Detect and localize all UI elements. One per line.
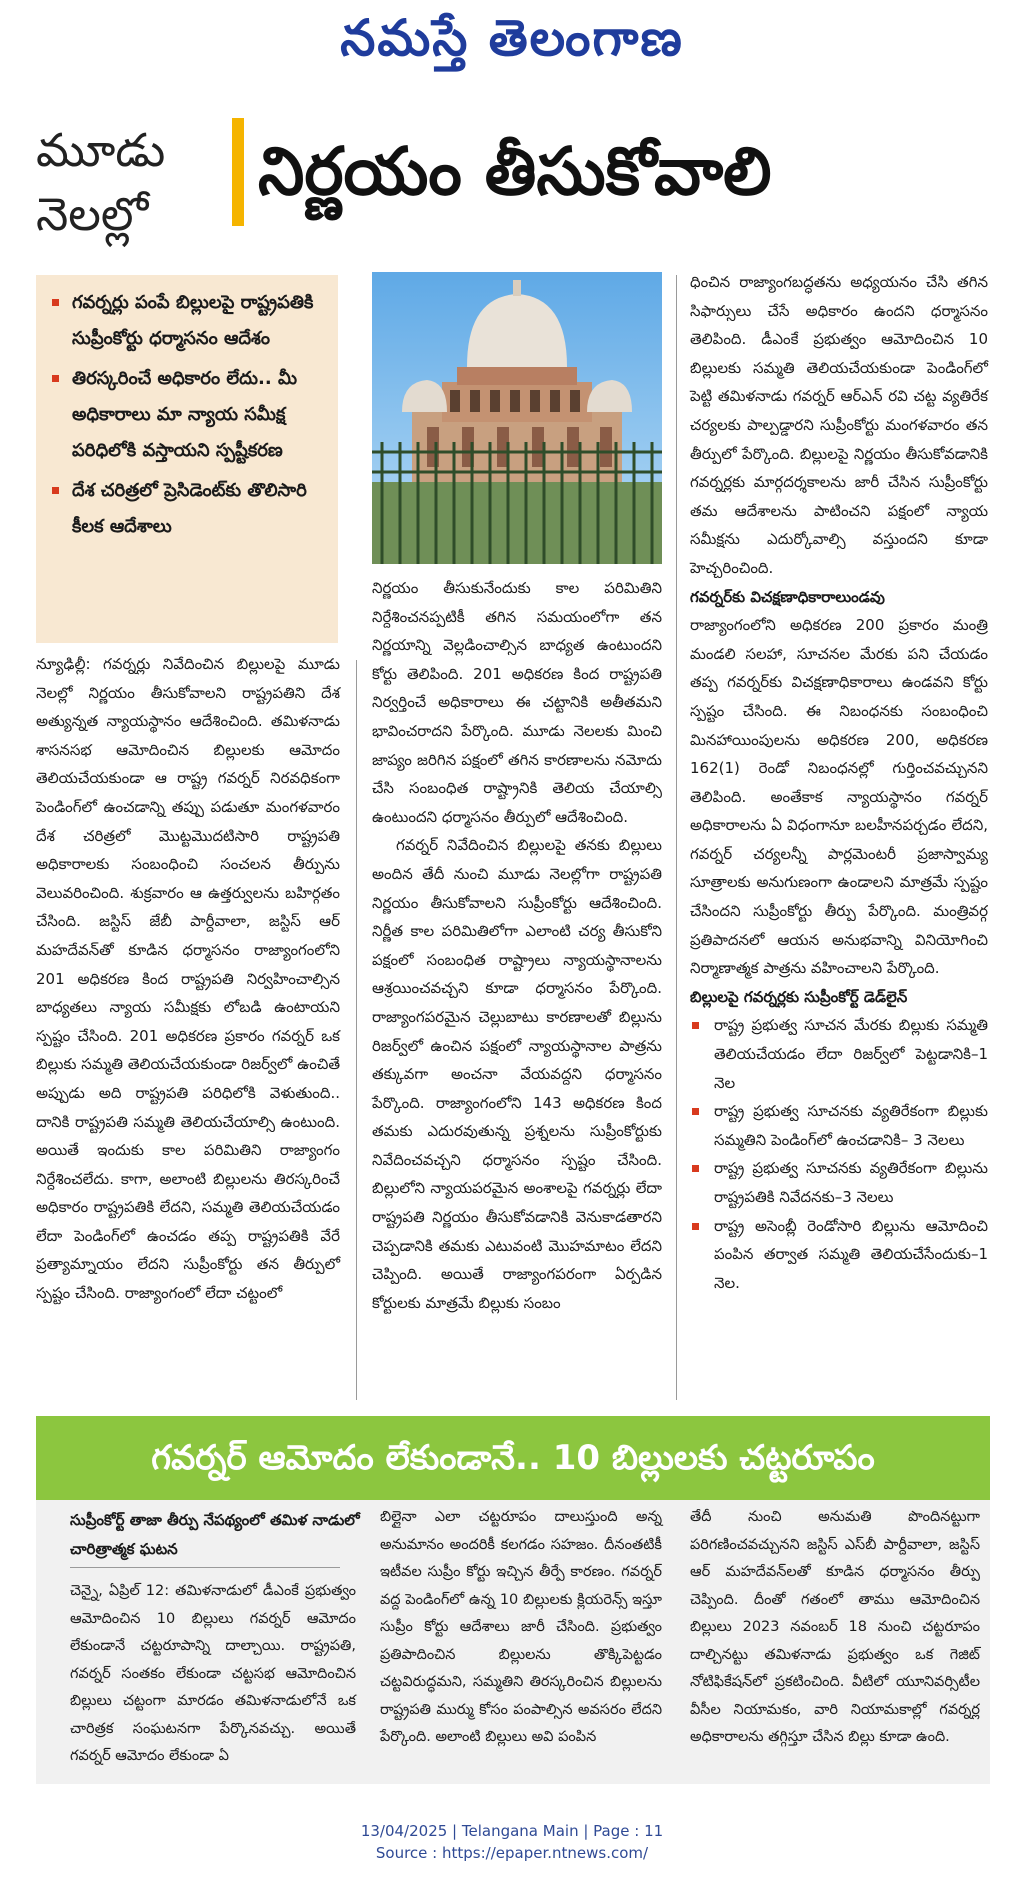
column-rule	[356, 660, 357, 1400]
bullet-square-icon	[52, 487, 59, 494]
deadline-text: రాష్ట్ర ప్రభుత్వ సూచనకు వ్యతిరేకంగా బిల్లును రాష్ట్రపతికి నివేదనకు–3 నెలలు	[714, 1159, 988, 1206]
article-column-2	[372, 574, 662, 1317]
article-paragraph: బిల్లైనా ఎలా చట్టరూపం దాలుస్తుంది అన్న అనుమానం అందరికీ కలగడం సహజం. దీనంతటికీ ఇటీవల సుప్రీం కోర్టు ఇచ్చిన తీర్పే కారణం. గవర్నర్ వద్ద పెండింగ్‌లో ఉన్న 10 బిల్లులకు క్లియరెన్స్ ఇస్తూ సుప్రీం కోర్టు ఆదేశాలు జారీ చేసింది. ప్రభుత్వం ప్రతిపాదించిన బిల్లులను తొక్కిపెట్టడం చట్టవిరుద్ధమని, సమ్మతిని తిరస్కరించిన బిల్లులను రాష్ట్రపతి ముర్ము కోసం పంపాల్సిన అవసరం లేదని పేర్కొంది. అలాంటి బిల్లులు అవి పంపిన	[380, 1509, 662, 1745]
headline-kicker-line1: మూడు	[36, 123, 166, 177]
highlight-item	[50, 285, 328, 357]
article-paragraph: తేదీ నుంచి అనుమతి పొందినట్టుగా పరిగణించవచ్చునని జస్టిస్ ఎస్‌బీ పార్దీవాలా, జస్టిస్ ఆర్ మహదేవన్‌లతో కూడిన ధర్మాసనం తీర్పు చెప్పింది. దీంతో గతంలో తాము ఆమోదించిన బిల్లులు 2023 నవంబర్ 18 నుంచి చట్టరూపం దాల్చినట్టు తమిళనాడు ప్రభుత్వం ఒక గెజిట్ నోటిఫికేషన్‌లో ప్రకటించింది. వీటిలో యూనివర్సిటీల వీసీల నియామకం, వారి నియామకాల్లో గవర్నర్ల అధికారాలను తగ్గిస్తూ చేసిన బిల్లు కూడా ఉంది.	[690, 1509, 980, 1745]
bullet-square-icon	[692, 1022, 699, 1029]
headline-kicker	[36, 118, 216, 246]
article-paragraph: రాజ్యాంగంలోని అధికరణ 200 ప్రకారం మంత్రి మండలి సలహా, సూచనల మేరకు పని చేయడం తప్ప గవర్నర్‌కు విచక్షణాధికారాలు ఉండవని కోర్టు స్పష్టం చేసింది. ఈ నిబంధనకు సంబంధించి మినహాయింపులను అధికరణ 200, అధికరణ 162(1) రెండో నిబంధనల్లో గుర్తించవచ్చునని తెలిపింది. అంతేకాక న్యాయస్థానం గవర్నర్ అధికారాలను ఏ విధంగానూ బలహీనపర్చడం లేదని, గవర్నర్ చర్యలన్నీ పార్లమెంటరీ ప్రజాస్వామ్య సూత్రాలకు అనుగుణంగా ఉండాలని మాత్రమే స్పష్టం చేసిందని సుప్రీంకోర్టు తీర్పు పేర్కొంది. మంత్రివర్గ ప్రతిపాదనలో ఆయన అనుభవాన్ని వినియోగించి నిర్మాణాత్మక పాత్రను వహించాలని పేర్కొంది.	[690, 616, 988, 978]
highlight-text: గవర్నర్లు పంపే బిల్లులపై రాష్ట్రపతికి సుప్రీంకోర్టు ధర్మాసనం ఆదేశం	[72, 292, 314, 349]
subheading-deadline: బిల్లులపై గవర్నర్లకు సుప్రీంకోర్ట్ డెడ్‌లైన్	[690, 987, 908, 1006]
deadline-item	[690, 1011, 988, 1097]
column-rule	[676, 275, 677, 1400]
deadline-list	[690, 1011, 988, 1297]
headline-accent-bar	[232, 118, 244, 226]
deadline-item	[690, 1097, 988, 1154]
highlights-box	[36, 275, 338, 643]
deadline-text: రాష్ట్ర అసెంబ్లీ రెండోసారి బిల్లును ఆమోదించి పంపిన తర్వాత సమ్మతి తెలియచేసేందుకు–1 నెల.	[714, 1216, 988, 1292]
second-story-column-1	[70, 1578, 356, 1771]
article-paragraph: న్యూఢిల్లీ: గవర్నర్లు నివేదించిన బిల్లులపై మూడు నెలల్లో నిర్ణయం తీసుకోవాలని రాష్ట్రపతిని దేశ అత్యున్నత న్యాయస్థానం ఆదేశించింది. తమిళనాడు శాసనసభ ఆమోదించిన బిల్లులకు ఆమోదం తెలియచేయకుండా ఆ రాష్ట్ర గవర్నర్ నిరవధికంగా పెండింగ్‌లో ఉంచడాన్ని తప్పు పడుతూ మంగళవారం దేశ చరిత్రలో మొట్టమొదటిసారి రాష్ట్రపతి అధికారాలకు సంబంధించి సంచలన తీర్పును వెలువరించింది. శుక్రవారం ఆ ఉత్తర్వులను బహిర్గతం చేసింది. జస్టిస్ జేబీ పార్దీవాలా, జస్టిస్ ఆర్ మహదేవన్‌తో కూడిన ధర్మాసనం రాజ్యాంగంలోని 201 అధికరణ కింద రాష్ట్రపతి నిర్వహించాల్సిన బాధ్యతలు న్యాయ సమీక్షకు లోబడి ఉంటాయని స్పష్టం చేసింది. 201 అధికరణ ప్రకారం గవర్నర్ ఒక బిల్లుకు సమ్మతి తెలియచేయకుండా రిజర్వ్‌లో ఉంచితే అప్పుడు అది రాష్ట్రపతి పరిధిలోకి వెళుతుంది.. దానికి రాష్ట్రపతి సమ్మతి తెలియచేయాల్సి ఉంటుంది. అయితే ఇందుకు కాల పరిమితిని రాజ్యాంగం నిర్దేశించలేదు. కాగా, అలాంటి బిల్లులను తిరస్కరించే అధికారం రాష్ట్రపతికి లేదని, సమ్మతి తెలియచేయడం లేదా పెండింగ్‌లో ఉంచడం తప్ప రాష్ట్రపతికి వేరే ప్రత్యామ్నాయం లేదని సుప్రీంకోర్టు తన తీర్పులో స్పష్టం చేసింది. రాజ్యాంగంలో లేదా చట్టంలో	[36, 655, 340, 1303]
second-story-banner: గవర్నర్ ఆమోదం లేకుండానే.. 10 బిల్లులకు చట్టరూపం	[36, 1416, 990, 1500]
bullet-square-icon	[52, 375, 59, 382]
article-paragraph: ధించిన రాజ్యాంగబద్ధతను అధ్యయనం చేసి తగిన సిఫార్సులు చేసే అధికారం ఉందని ధర్మాసనం తెలిపింది. డీఎంకే ప్రభుత్వం ఆమోదించిన 10 బిల్లులకు సమ్మతి తెలియచేయకుండా పెండింగ్‌లో పెట్టి తమిళనాడు గవర్నర్ ఆర్‌ఎన్ రవి చట్ట వ్యతిరేక చర్యలకు పాల్పడ్డారని సుప్రీంకోర్టు మంగళవారం తన తీర్పులో పేర్కొంది. బిల్లులపై నిర్ణయం తీసుకోవడానికి గవర్నర్లకు మార్గదర్శకాలను జారీ చేసిన సుప్రీంకోర్టు తమ ఆదేశాలను పాటించని పక్షంలో న్యాయ సమీక్షను ఎదుర్కోవాల్సి వస్తుందని కూడా హెచ్చరించింది.	[690, 273, 988, 577]
bullet-square-icon	[692, 1165, 699, 1172]
highlight-item	[50, 361, 328, 469]
deadline-text: రాష్ట్ర ప్రభుత్వ సూచనకు వ్యతిరేకంగా బిల్లుకు సమ్మతిని పెండింగ్‌లో ఉంచడానికి– 3 నెలలు	[714, 1102, 988, 1149]
article-column-3	[690, 268, 988, 1297]
article-paragraph: నిర్ణయం తీసుకునేందుకు కాల పరిమితిని నిర్దేశించనప్పటికీ తగిన సమయంలోగా తన నిర్ణయాన్ని వెల్లడించాల్సిన బాధ్యత ఉంటుందని కోర్టు తెలిపింది. 201 అధికరణ కింద రాష్ట్రపతి నిర్వర్తించే అధికారాలు ఈ చట్టానికి అతీతమని భావించరాదని పేర్కొంది. మూడు నెలలకు మించి జాప్యం జరిగిన పక్షంలో తగిన కారణాలను నమోదు చేసి సంబంధిత రాష్ట్రానికి తెలియ చేయాల్సి ఉంటుందని ధర్మాసనం తీర్పులో ఆదేశించింది.	[372, 579, 662, 826]
second-story-column-3	[690, 1504, 980, 1752]
article-column-1	[36, 650, 340, 1308]
footer-edition-info: 13/04/2025 | Telangana Main | Page : 11	[360, 1822, 664, 1840]
second-story-column-2	[380, 1504, 662, 1752]
masthead-logo: నమస్తే తెలంగాణ	[340, 8, 684, 67]
supreme-court-illustration	[372, 272, 662, 564]
bullet-square-icon	[52, 299, 59, 306]
bullet-square-icon	[692, 1223, 699, 1230]
article-paragraph: గవర్నర్ నివేదించిన బిల్లులపై తనకు బిల్లులు అందిన తేదీ నుంచి మూడు నెలల్లోగా రాష్ట్రపతి నిర్ణయం తీసుకోవాలని సుప్రీంకోర్టు ఆదేశించింది. నిర్ణీత కాల పరిమితిలోగా ఎలాంటి చర్య తీసుకోని పక్షంలో సంబంధిత రాష్ట్రాలు న్యాయస్థానాలను ఆశ్రయించవచ్చని కూడా ధర్మాసనం పేర్కొంది. రాజ్యాంగపరమైన చెల్లుబాటు కారణాలతో బిల్లును రిజర్వ్‌లో ఉంచిన పక్షంలో న్యాయస్థానాల పాత్రను తక్కువగా అంచనా వేయవద్దని ధర్మాసనం పేర్కొంది. రాజ్యాంగంలోని 143 అధికరణ కింద తమకు ఎదురవుతున్న ప్రశ్నలను సుప్రీంకోర్టుకు నివేదించవచ్చని ధర్మాసనం స్పష్టం చేసింది. బిల్లులోని న్యాయపరమైన అంశాలపై గవర్నర్లు లేదా రాష్ట్రపతి నిర్ణయం తీసుకోవడానికి వెనుకాడతారని చెప్పడానికి తమకు ఎటువంటి మొహమాటం లేదని చెప్పింది. అయితే రాజ్యాంగపరంగా ఏర్పడిన కోర్టులకు మాత్రమే బిల్లుకు సంబం	[372, 836, 662, 1312]
footer-source-link[interactable]: Source : https://epaper.ntnews.com/	[375, 1844, 649, 1862]
deadline-text: రాష్ట్ర ప్రభుత్వ సూచన మేరకు బిల్లుకు సమ్మతి తెలియచేయడం లేదా రిజర్వ్‌లో పెట్టడానికి–1 నెల	[714, 1016, 988, 1092]
kicker-rule	[70, 1567, 340, 1568]
highlight-text: దేశ చరిత్రలో ప్రెసిడెంట్‌కు తొలిసారి కీలక ఆదేశాలు	[72, 480, 307, 537]
headline-main: నిర్ణయం తీసుకోవాలి	[258, 133, 772, 210]
deadline-item	[690, 1212, 988, 1298]
highlight-text: తిరస్కరించే అధికారం లేదు.. మీ అధికారాలు మా న్యాయ సమీక్ష పరిధిలోకి వస్తాయని స్పష్టీకరణ	[72, 368, 298, 461]
supreme-court-photo	[372, 272, 662, 564]
deadline-item	[690, 1154, 988, 1211]
bullet-square-icon	[692, 1108, 699, 1115]
second-story-kicker: సుప్రీంకోర్ట్ తాజా తీర్పు నేపథ్యంలో తమిళ నాడులో చారిత్రాత్మక ఘటన	[70, 1511, 360, 1558]
highlight-item	[50, 473, 328, 545]
article-paragraph: చెన్నై, ఏప్రిల్ 12: తమిళనాడులో డీఎంకే ప్రభుత్వం ఆమోదించిన 10 బిల్లులు గవర్నర్ ఆమోదం లేకుండానే చట్టరూపాన్ని దాల్చాయి. రాష్ట్రపతి, గవర్నర్ సంతకం లేకుండా చట్టసభ ఆమోదించిన బిల్లులు చట్టంగా మారడం తమిళనాడులోనే ఒక చారిత్రక సంఘటనగా పేర్కొనవచ్చు. అయితే గవర్నర్ ఆమోదం లేకుండా ఏ	[70, 1583, 356, 1764]
subheading-governor-discretion: గవర్నర్‌కు విచక్షణాధికారాలుండవు	[690, 587, 885, 606]
headline-kicker-line2: నెలల్లో	[36, 187, 149, 241]
